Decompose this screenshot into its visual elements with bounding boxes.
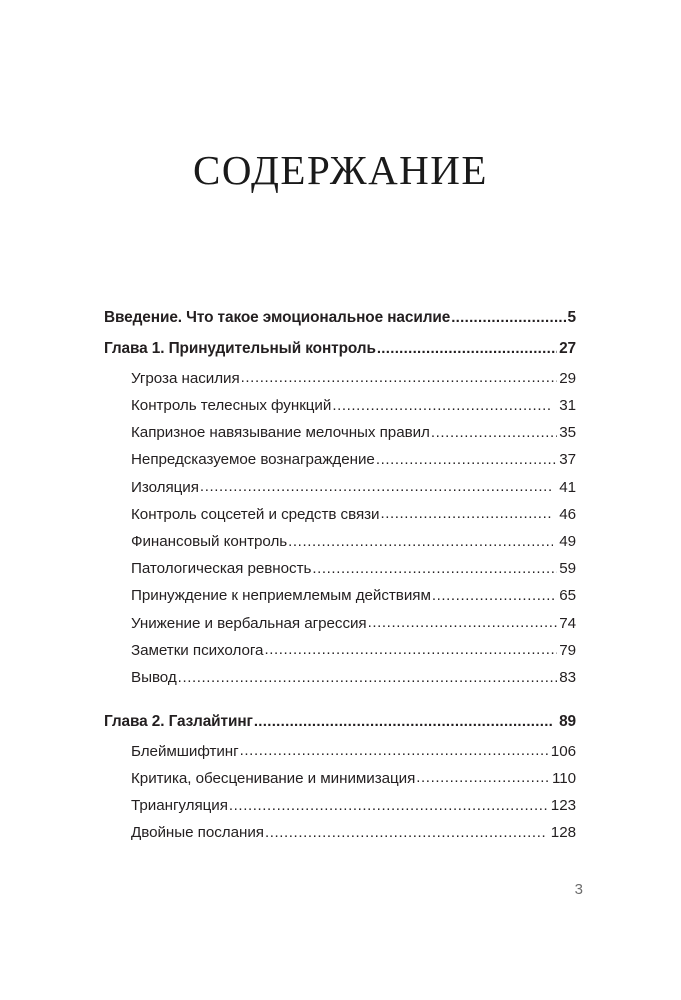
toc-leader-dots — [240, 743, 549, 758]
page-title: СОДЕРЖАНИЕ — [193, 147, 488, 193]
toc-section-row[interactable] — [131, 765, 576, 792]
toc-leader-dots — [451, 310, 565, 325]
toc-entry-label: Контроль соцсетей и средств связи — [131, 505, 380, 523]
toc-leader-dots — [200, 479, 553, 494]
toc-entry-label: Критика, обесценивание и минимизация — [131, 769, 416, 787]
toc-leader-dots — [376, 452, 557, 467]
toc-section-row[interactable] — [131, 365, 576, 392]
toc-leader-dots — [288, 534, 553, 549]
toc-leader-dots — [431, 425, 557, 440]
toc-entry-page-number: 37 — [559, 451, 576, 469]
toc-entry-page-number: 110 — [551, 769, 576, 787]
toc-entry-page-number: 35 — [559, 424, 576, 442]
toc-section-row[interactable] — [131, 610, 576, 637]
toc-entry-label: Патологическая ревность — [131, 560, 312, 578]
page-number: 3 — [574, 881, 583, 898]
toc-section-row[interactable] — [131, 738, 576, 765]
toc-entry-label: Вывод — [131, 669, 177, 687]
toc-entry-label: Глава 1. Принудительный контроль — [104, 340, 376, 358]
toc-section-row[interactable] — [131, 392, 576, 419]
table-of-contents — [104, 302, 576, 846]
toc-chapter-row[interactable] — [104, 691, 576, 737]
toc-leader-dots — [178, 670, 558, 685]
toc-entry-label: Введение. Что такое эмоциональное насилие — [104, 309, 451, 326]
toc-entry-label: Унижение и вербальная агрессия — [131, 614, 367, 632]
toc-leader-dots — [432, 588, 557, 603]
toc-section-row[interactable] — [131, 501, 576, 528]
toc-entry-page-number: 65 — [559, 587, 576, 605]
toc-entry-label: Глава 2. Газлайтинг — [104, 713, 253, 731]
toc-entry-page-number: 46 — [559, 505, 576, 523]
toc-entry-label: Двойные послания — [131, 824, 264, 842]
toc-entry-page-number: 41 — [559, 478, 576, 496]
toc-section-row[interactable] — [131, 664, 576, 691]
toc-chapter-row[interactable] — [104, 333, 576, 364]
toc-leader-dots — [265, 825, 545, 840]
toc-leader-dots — [241, 370, 558, 385]
toc-leader-dots — [229, 798, 549, 813]
toc-section-row[interactable] — [131, 792, 576, 819]
toc-entry-label: Блеймшифтинг — [131, 742, 239, 760]
toc-entry-label: Изоляция — [131, 478, 199, 496]
toc-section-row[interactable] — [131, 582, 576, 609]
toc-entry-label: Принуждение к неприемлемым действиям — [131, 587, 431, 605]
toc-entry-page-number: 79 — [559, 641, 576, 659]
toc-leader-dots — [264, 642, 557, 657]
toc-entry-label: Финансовый контроль — [131, 533, 288, 551]
toc-entry-label: Капризное навязывание мелочных правил — [131, 424, 430, 442]
toc-leader-dots — [312, 561, 557, 576]
toc-entry-page-number: 89 — [559, 713, 576, 731]
toc-entry-page-number: 74 — [559, 614, 576, 632]
toc-leader-dots — [416, 770, 550, 785]
toc-section-row[interactable] — [131, 446, 576, 473]
toc-section-row[interactable] — [131, 637, 576, 664]
toc-entry-page-number: 49 — [559, 533, 576, 551]
toc-entry-label: Контроль телесных функций — [131, 397, 332, 415]
toc-leader-dots — [377, 341, 557, 356]
toc-leader-dots — [254, 714, 553, 729]
toc-section-row[interactable] — [131, 419, 576, 446]
toc-leader-dots — [368, 615, 558, 630]
toc-entry-label: Угроза насилия — [131, 369, 240, 387]
toc-entry-label: Непредсказуемое вознаграждение — [131, 451, 375, 469]
toc-entry-page-number: 83 — [559, 669, 576, 687]
toc-entry-label: Триангуляция — [131, 797, 228, 815]
toc-entry-page-number: 27 — [559, 340, 576, 358]
toc-entry-label: Заметки психолога — [131, 641, 264, 659]
toc-section-row[interactable] — [131, 528, 576, 555]
toc-chapter-row[interactable] — [104, 302, 576, 333]
toc-entry-page-number: 128 — [550, 824, 576, 842]
toc-entry-page-number: 106 — [550, 742, 576, 760]
toc-entry-page-number: 5 — [567, 309, 576, 326]
toc-section-row[interactable] — [131, 819, 576, 846]
toc-section-row[interactable] — [131, 555, 576, 582]
toc-entry-page-number: 29 — [559, 369, 576, 387]
toc-entry-page-number: 31 — [559, 397, 576, 415]
toc-leader-dots — [332, 398, 553, 413]
toc-entry-page-number: 123 — [550, 797, 576, 815]
toc-leader-dots — [380, 506, 553, 521]
toc-entry-page-number: 59 — [559, 560, 576, 578]
toc-section-row[interactable] — [131, 474, 576, 501]
